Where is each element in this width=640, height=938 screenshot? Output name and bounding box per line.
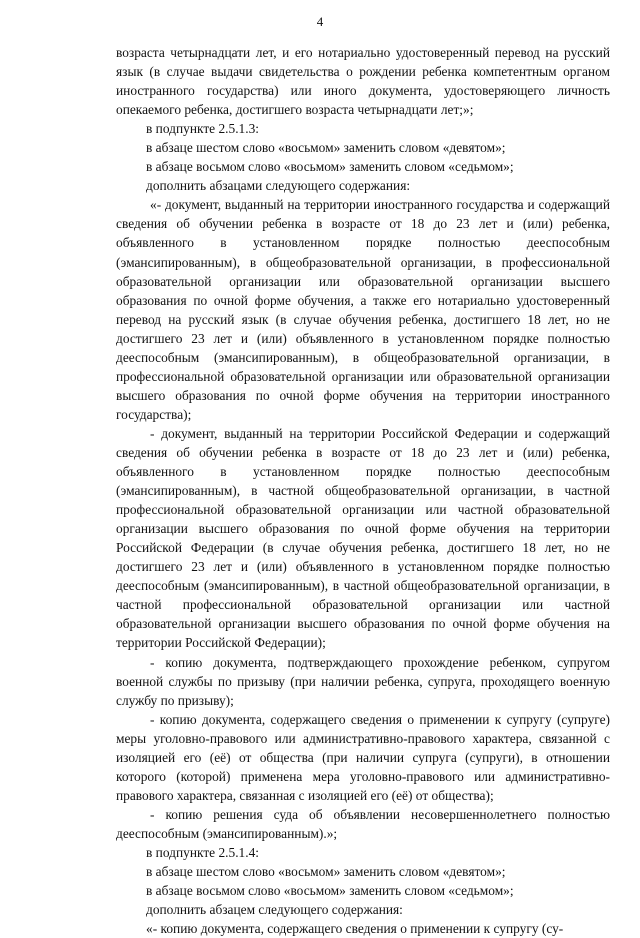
paragraph-1: возраста четырнадцати лет, и его нотариально удостоверенный перевод на русский язык (в случае выдачи свидетельства о рождении ребенка компетентным органом иностранного государства) или иного документа, удостоверяющего личность опекаемого ребенка, достигшего возраста четырнадцати лет;»;	[116, 45, 610, 118]
paragraph-15: «- копию документа, содержащего сведения о применении к супругу (су-	[146, 921, 564, 937]
paragraph-4: в абзаце восьмом слово «восьмом» заменить словом «седьмом»;	[146, 159, 514, 175]
paragraph-6: «- документ, выданный на территории иностранного государства и содержащий сведения об обучении ребенка в возрасте от 18 до 23 лет и (или) ребенка, объявленного в установленном порядке полностью дееспособным (эмансипированным), в общеобразовательной организации, в профессиональной образовательной организации или образовательной организации высшего образования по очной форме обучения, а также его нотариально удостоверенный перевод на русский язык (в случае обучения ребенка, достигшего 18 лет, но не достигшего 23 лет и (или) объявленного в установленном порядке полностью дееспособным (эмансипированным), в общеобразовательной организации, в профессиональной образовательной организации или образовательной организации высшего образования по очной форме обучения на территории иностранного государства);	[116, 197, 610, 422]
paragraph-5: дополнить абзацами следующего содержания:	[146, 178, 411, 194]
paragraph-7: - документ, выданный на территории Российской Федерации и содержащий сведения об обучении ребенка в возрасте от 18 до 23 лет и (или) ребенка, объявленного в установленном порядке полностью дееспособным (эмансипированным), в частной общеобразовательной организации, в частной профессиональной образовательной организации или частной образовательной организации высшего образования по очной форме обучения на территории Российской Федерации (в случае обучения ребенка, достигшего 18 лет, но не достигшего 23 лет и (или) объявленного в установленном порядке полностью дееспособным (эмансипированным), в частной общеобразовательной организации, в частной профессиональной образовательной организации или частной образовательной организации высшего образования по очной форме обучения на территории Российской Федерации);	[116, 425, 610, 651]
paragraph-3: в абзаце шестом слово «восьмом» заменить словом «девятом»;	[146, 140, 506, 156]
paragraph-14: дополнить абзацем следующего содержания:	[146, 902, 403, 918]
paragraph-10: - копию решения суда об объявлении несовершеннолетнего полностью дееспособным (эмансипированным).»;	[116, 806, 610, 841]
paragraph-9: - копию документа, содержащего сведения о применении к супругу (супруге) меры уголовно-правового или административно-правового характера, связанной с изоляцией его (её) от общества (при наличии супруга (супруги), в отношении которого (которой) применена мера уголовно-правового или административно-правового характера, связанная с изоляцией его (её) от общества);	[116, 711, 610, 803]
page-number: 4	[316, 14, 324, 29]
document-body	[116, 43, 610, 938]
paragraph-11: в подпункте 2.5.1.4:	[146, 844, 260, 860]
paragraph-8: - копию документа, подтверждающего прохождение ребенком, супругом военной службы по призыву (при наличии ребенка, супруга, проходящего военную службу по призыву);	[116, 654, 610, 708]
paragraph-12: в абзаце шестом слово «восьмом» заменить словом «девятом»;	[146, 864, 506, 880]
paragraph-13: в абзаце восьмом слово «восьмом» заменить словом «седьмом»;	[146, 883, 514, 899]
paragraph-2: в подпункте 2.5.1.3:	[146, 121, 260, 137]
